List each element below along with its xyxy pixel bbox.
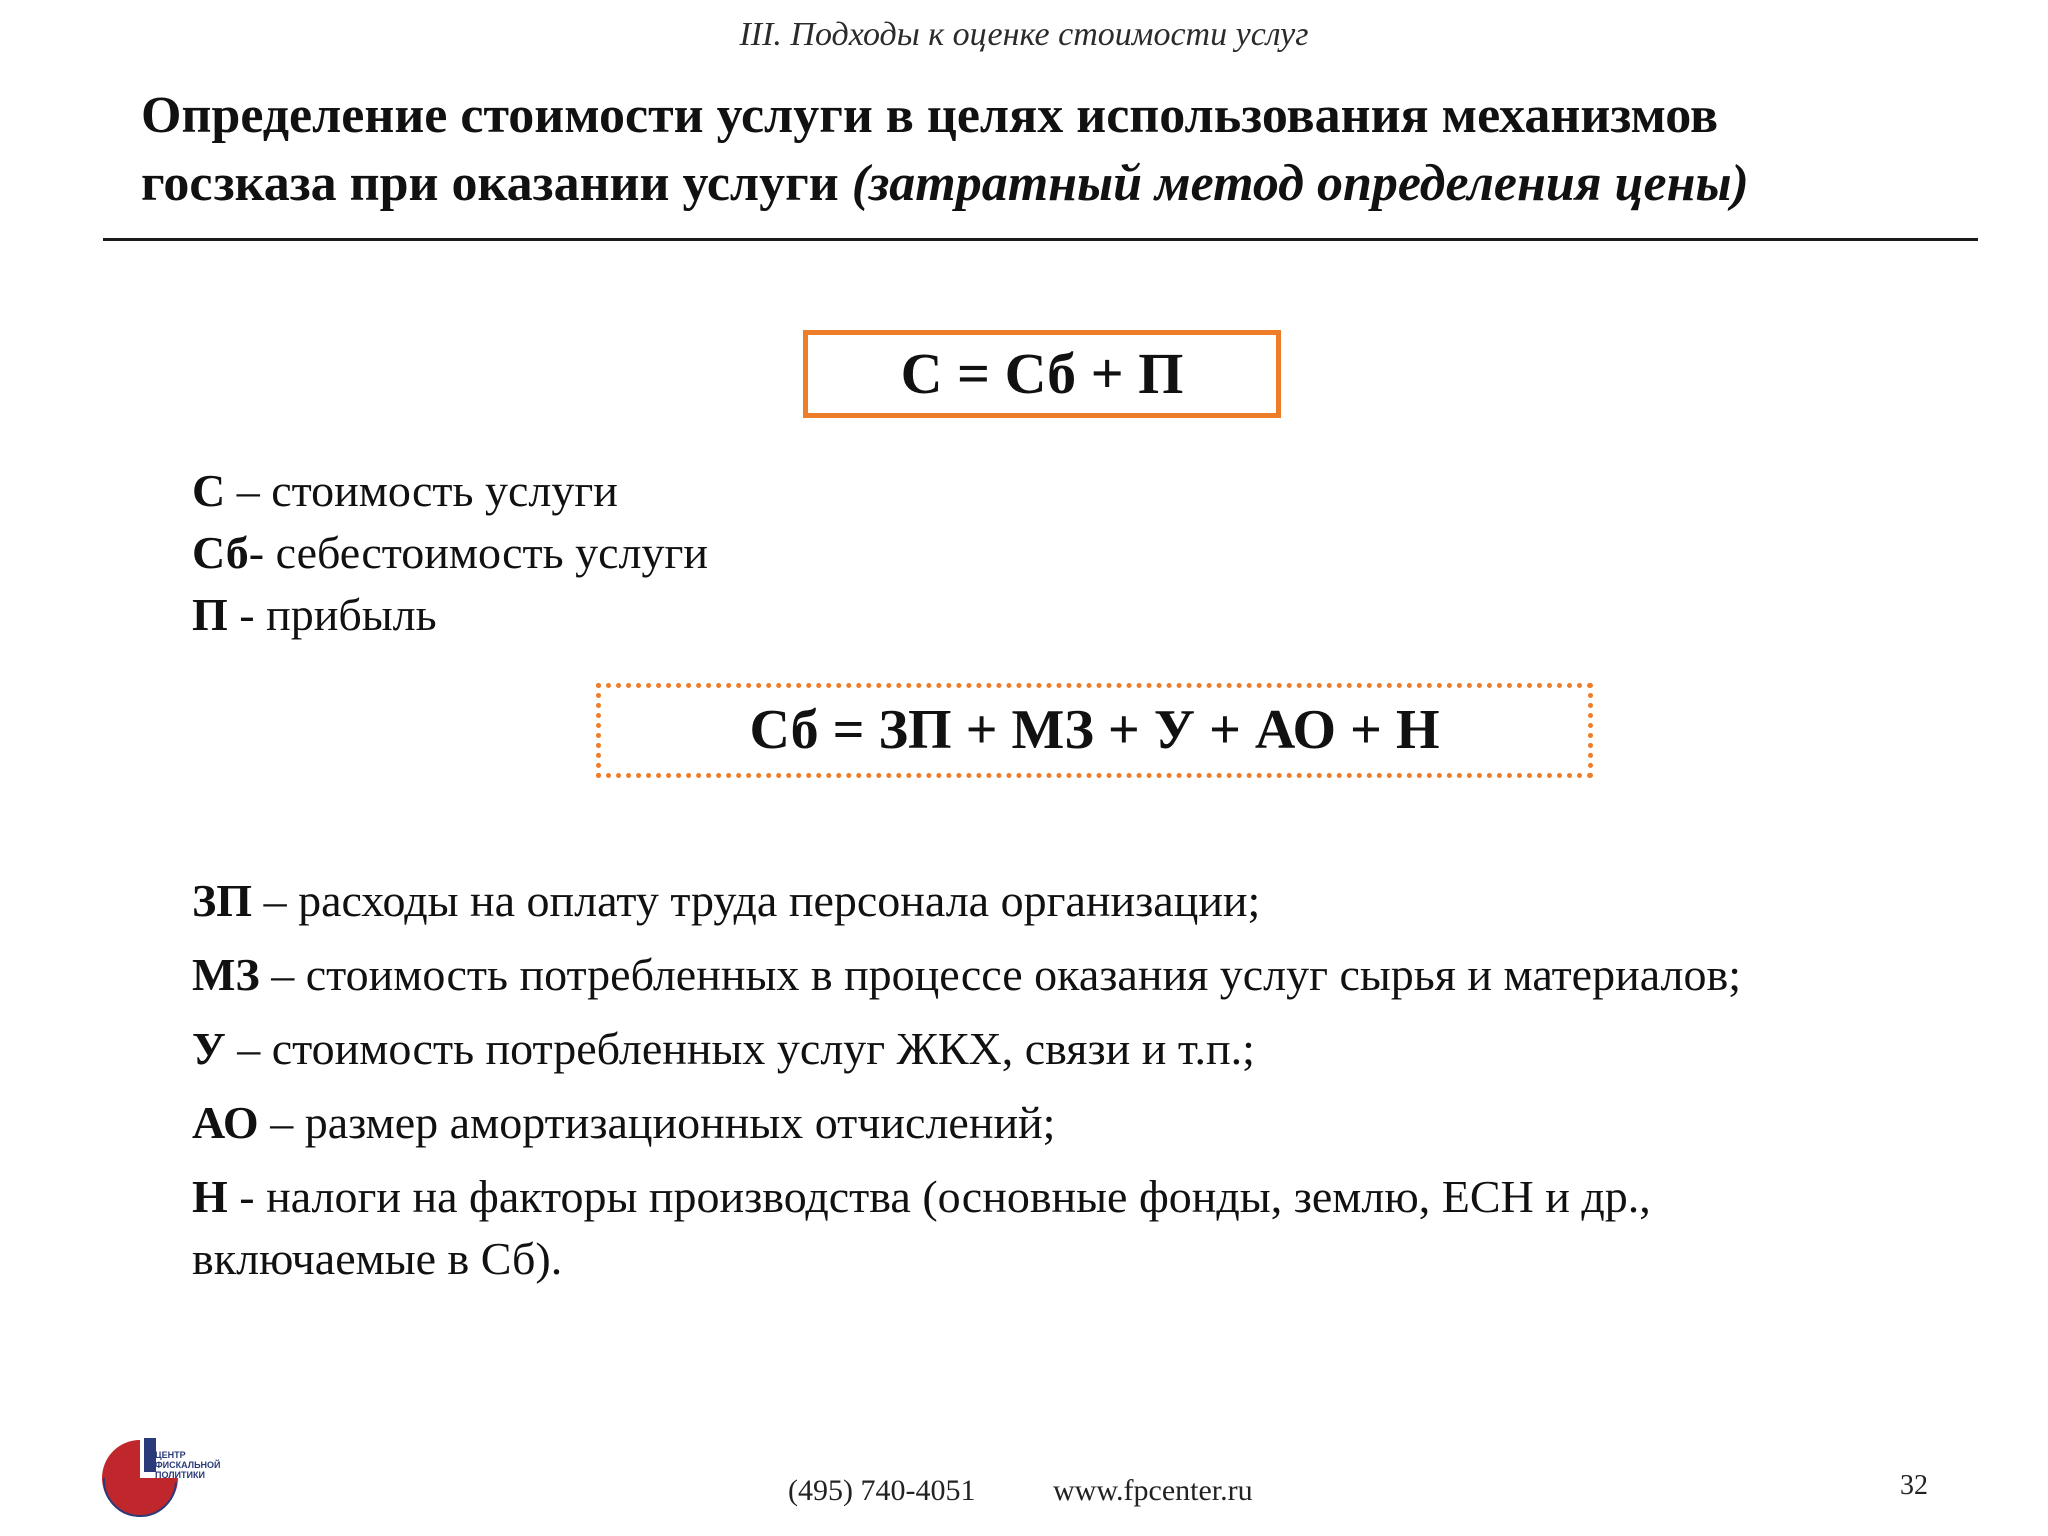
definition-text: - прибыль [227,589,437,640]
definition-symbol: У [192,1023,226,1074]
footer-phone: (495) 740-4051 [788,1474,976,1507]
definition-text: - себестоимость услуги [248,527,708,578]
footer-contact [788,1474,1253,1508]
page-number: 32 [1900,1470,1928,1501]
definition-u [192,1018,1792,1080]
definition-zp [192,870,1792,932]
definition-symbol: С [192,465,226,516]
definition-sb [192,522,708,584]
logo-line-2: ФИСКАЛЬНОЙ [155,1460,221,1470]
title-italic-note: (затратный метод определения цены) [851,155,1749,212]
definition-text: – расходы на оплату труда персонала организации; [252,875,1261,926]
footer-website-link[interactable]: www.fpcenter.ru [1052,1474,1253,1507]
definition-text: – стоимость услуги [225,465,618,516]
logo-line-3: ПОЛИТИКИ [155,1470,205,1480]
definition-text: - налоги на факторы производства (основные фонды, землю, ЕСН и др., включаемые в Сб). [192,1171,1651,1284]
definition-symbol: МЗ [192,949,260,1000]
definition-text: – размер амортизационных отчислений; [258,1097,1056,1148]
cost-definitions [192,870,1792,1302]
formula-main-box: С = Сб + П [803,330,1281,418]
definition-mz [192,944,1792,1006]
title-line-2-text: госзказа при оказании услуги [141,155,839,212]
definition-text: – стоимость потребленных услуг ЖКХ, связи и т.п.; [225,1023,1255,1074]
logo-line-1: ЦЕНТР [155,1450,186,1460]
slide-title [141,82,1981,218]
logo-text [155,1450,221,1480]
section-header: III. Подходы к оценке стоимости услуг [739,16,1309,53]
definition-symbol: П [192,589,228,640]
definition-ao [192,1092,1792,1154]
formula-cost-box: Сб = ЗП + МЗ + У + АО + Н [596,683,1593,778]
definition-c [192,460,708,522]
title-divider [103,238,1978,241]
definition-p [192,584,708,646]
definition-symbol: Сб [192,527,249,578]
definition-text: – стоимость потребленных в процессе оказания услуг сырья и материалов; [259,949,1741,1000]
definition-symbol: ЗП [192,875,253,926]
definition-n [192,1166,1792,1290]
main-definitions [192,460,708,646]
title-line-1: Определение стоимости услуги в целях использования механизмов [141,87,1719,144]
definition-symbol: Н [192,1171,228,1222]
definition-symbol: АО [192,1097,259,1148]
title-line-2 [141,150,1981,218]
